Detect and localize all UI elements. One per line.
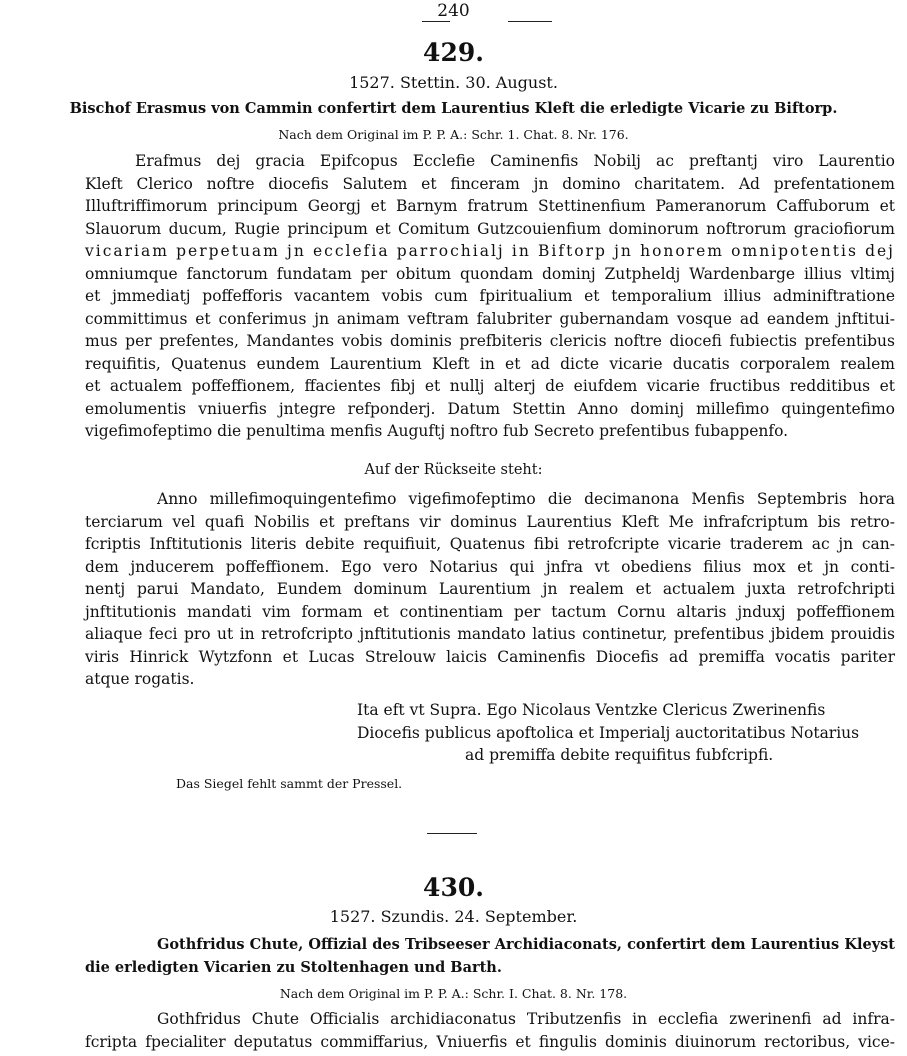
ruckseite-note: Auf der Rückseite steht: [364, 462, 543, 478]
text-line: vicariam perpetuam jn ecclefia parrochialj in Biftorp jn honorem omnipotentis dej [85, 242, 895, 260]
text-line: Illuftriffimorum principum Georgj et Barnym fratrum Stettinenfium Pameranorum Caffuborum et [85, 197, 895, 215]
body-430 [85, 1008, 895, 1053]
page-number-rule-right [508, 21, 552, 22]
source-note-430: Nach dem Original im P. P. A.: Schr. I. Chat. 8. Nr. 178. [279, 986, 628, 1001]
dateline-430: 1527. Szundis. 24. September. [329, 907, 578, 926]
document-number-430: 430. [423, 873, 484, 902]
text-line: omniumque fanctorum fundatam per obitum quondam dominj Zutpheldj Wardenbarge illius vltimj [85, 264, 895, 283]
text-line: mus per prefentes, Mandantes vobis dominis prefbiteris clericis noftre diocefi fubiectis prefentibus [85, 332, 895, 350]
text-line: Anno millefimoquingentefimo vigefimofeptimo die decimanona Menfis Septembris hora [157, 490, 895, 508]
text-line: committimus et conferimus jn animam veftram falubriter gubernandam vosque ad eandem jnftitui- [85, 309, 895, 328]
document-number-429: 429. [423, 38, 484, 67]
source-note-429: Nach dem Original im P. P. A.: Schr. 1. Chat. 8. Nr. 176. [278, 127, 629, 142]
text-line: requifitis, Quatenus eundem Laurentium Kleft in et ad dicte vicarie ducatis corporalem realem [85, 354, 895, 373]
text-line: dem jnducerem poffeffionem. Ego vero Notarius qui jnfra vt obediens filius mox et jn conti- [85, 557, 895, 576]
heading-line: die erledigten Vicarien zu Stoltenhagen und Barth. [85, 958, 502, 976]
signature-line: Ita eft vt Supra. Ego Nicolaus Ventzke Clericus Zwerinenfis [357, 701, 826, 719]
endorsement-429 [85, 488, 895, 691]
heading-line: Gothfridus Chute, Offizial des Tribseeser Archidiaconats, confertirt dem Laurentius Kleyst [157, 936, 895, 953]
text-line: emolumentis vniuerfis jntegre refponderj. Datum Stettin Anno dominj millefimo quingentefimo [85, 399, 895, 418]
text-line: et jmmediatj poffefforis vacantem vobis cum fpiritualium et temporalium illius adminiftratione [85, 287, 895, 305]
text-line: Slauorum ducum, Rugie principum et Comitum Gutzcouienfium dominorum noftrorum graciofiorum [85, 219, 895, 238]
heading-430 [85, 934, 895, 979]
dateline-429: 1527. Stettin. 30. August. [349, 73, 558, 92]
heading-429: Bischof Erasmus von Cammin confertirt dem Laurentius Kleft die erledigte Vicarie zu Biftorp. [69, 100, 838, 117]
text-line: vigefimofeptimo die penultima menfis Auguftj noftro fub Secreto prefentibus fubappenfo. [85, 422, 789, 440]
section-separator [427, 833, 477, 834]
page-number-rule-left [422, 21, 450, 22]
body-429 [85, 150, 895, 443]
text-line: fcriptis Inftitutionis literis debite requifiuit, Quatenus fibi retrofcripte vicarie traderem ac jn can- [85, 535, 895, 553]
text-line: aliaque feci pro ut in retrofcripto jnftitutionis mandato latius continetur, prefentibus jbidem prouidis [85, 625, 895, 643]
text-line: atque rogatis. [85, 670, 195, 688]
text-line: nentj parui Mandato, Eundem dominum Laurentium jn realem et actualem juxta retrofchripti [85, 580, 895, 598]
text-line: et actualem poffeffionem, ffacientes fibj et nullj alterj de eiufdem vicarie fructibus redditibus et [85, 377, 895, 395]
text-line: viris Hinrick Wytzfonn et Lucas Strelouw laicis Caminenfis Diocefis ad premiffa vocatis pariter [85, 647, 895, 666]
seal-note: Das Siegel fehlt sammt der Pressel. [176, 776, 403, 791]
signature-line: Diocefis publicus apoftolica et Imperialj auctoritatibus Notarius [357, 723, 860, 742]
signature-line: ad premiffa debite requifitus fubfcripfi. [465, 746, 774, 764]
page-number: 240 [437, 1, 470, 21]
text-line: terciarum vel quafi Nobilis et preftans vir dominus Laurentius Kleft Me infrafcriptum bis retro- [85, 512, 895, 531]
text-line: Gothfridus Chute Officialis archidiaconatus Tributzenfis in ecclefia zwerinenfi ad infra- [157, 1010, 895, 1028]
text-line: fcripta fpecialiter deputatus commiffarius, Vniuerfis et fingulis dominis diuinorum rectoribus, vice- [85, 1032, 895, 1051]
notary-signature [357, 699, 859, 767]
text-line: Erafmus dej gracia Epifcopus Ecclefie Caminenfis Nobilj ac preftantj viro Laurentio [135, 152, 895, 170]
text-line: Kleft Clerico noftre diocefis Salutem et finceram jn domino charitatem. Ad prefentationem [85, 174, 895, 193]
text-line: jnftitutionis mandati vim formam et continentiam per tactum Cornu altaris jnduxj poffeffionem [85, 602, 895, 621]
